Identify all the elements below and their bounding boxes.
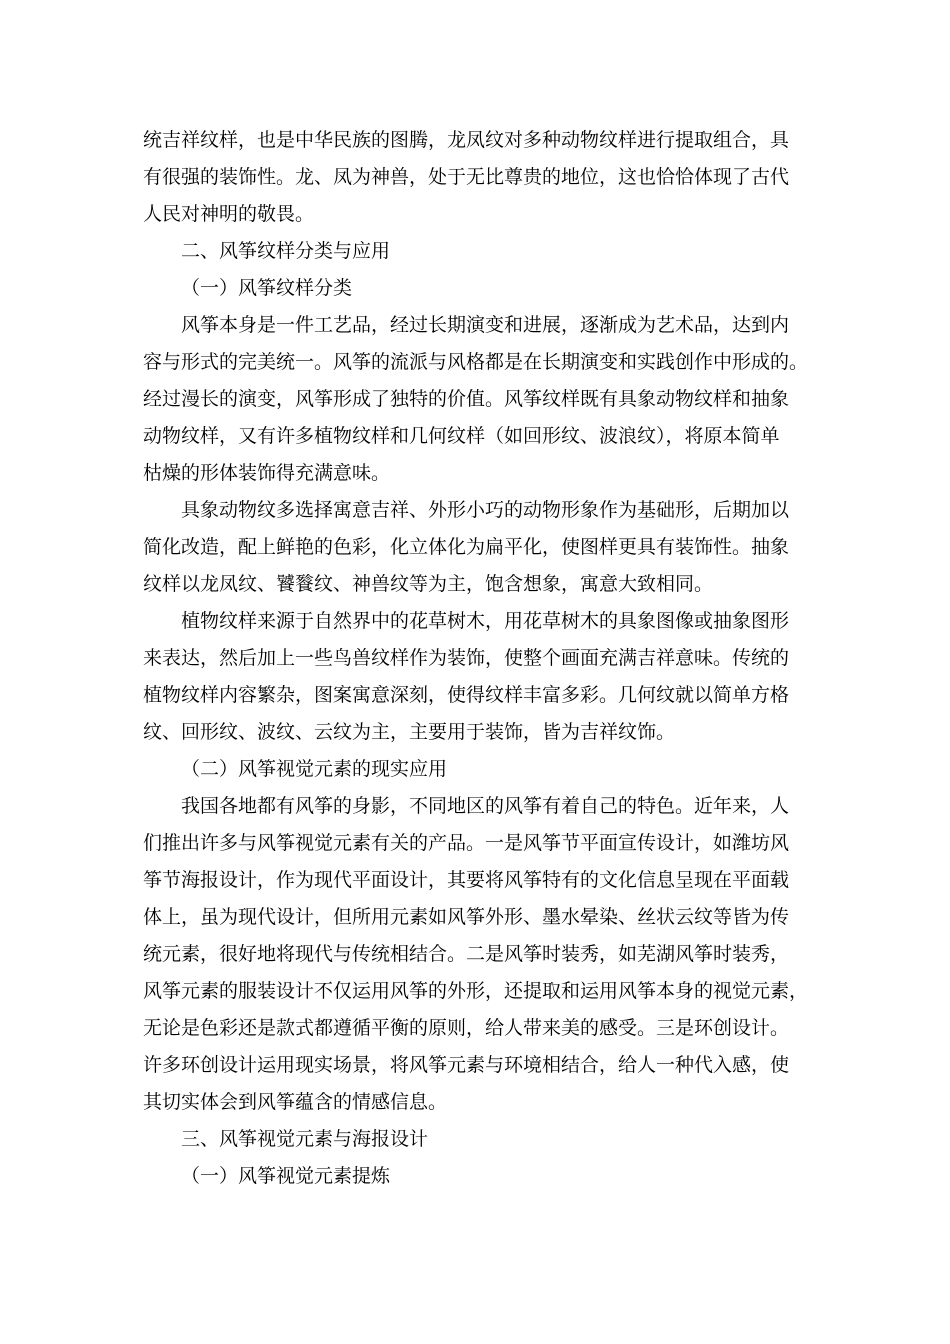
text-line: 统元素，很好地将现代与传统相结合。二是风筝时装秀，如芜湖风筝时装秀， (143, 943, 790, 965)
text-line: 们推出许多与风筝视觉元素有关的产品。一是风筝节平面宣传设计，如潍坊风 (143, 832, 790, 854)
text-line: 简化改造，配上鲜艳的色彩，化立体化为扁平化，使图样更具有装饰性。抽象 (143, 536, 790, 558)
subsection-heading: （二）风筝视觉元素的现实应用 (181, 758, 448, 780)
text-line: 纹、回形纹、波纹、云纹为主，主要用于装饰，皆为吉祥纹饰。 (143, 721, 676, 743)
text-line: 容与形式的完美统一。风筝的流派与风格都是在长期演变和实践创作中形成的。 (143, 351, 809, 373)
text-line: 统吉祥纹样，也是中华民族的图腾，龙凤纹对多种动物纹样进行提取组合，具 (143, 129, 790, 151)
text-line: 动物纹样，又有许多植物纹样和几何纹样（如回形纹、波浪纹），将原本简单 (143, 425, 780, 447)
paragraph-start: 具象动物纹多选择寓意吉祥、外形小巧的动物形象作为基础形，后期加以 (181, 499, 790, 521)
section-heading: 二、风筝纹样分类与应用 (181, 240, 391, 262)
text-line: 许多环创设计运用现实场景，将风筝元素与环境相结合，给人一种代入感，使 (143, 1054, 790, 1076)
text-line: 来表达，然后加上一些鸟兽纹样作为装饰，使整个画面充满吉祥意味。传统的 (143, 647, 790, 669)
text-line: 枯燥的形体装饰得充满意味。 (143, 462, 391, 484)
paragraph-start: 植物纹样来源于自然界中的花草树木，用花草树木的具象图像或抽象图形 (181, 610, 790, 632)
section-heading: 三、风筝视觉元素与海报设计 (181, 1128, 429, 1150)
text-line: 风筝元素的服装设计不仅运用风筝的外形，还提取和运用风筝本身的视觉元素， (143, 980, 809, 1002)
text-line: 植物纹样内容繁杂，图案寓意深刻，使得纹样丰富多彩。几何纹就以简单方格 (143, 684, 790, 706)
text-line: 人民对神明的敬畏。 (143, 203, 315, 225)
text-line: 无论是色彩还是款式都遵循平衡的原则，给人带来美的感受。三是环创设计。 (143, 1017, 790, 1039)
text-line: 纹样以龙凤纹、饕餮纹、神兽纹等为主，饱含想象，寓意大致相同。 (143, 573, 714, 595)
subsection-heading: （一）风筝视觉元素提炼 (181, 1165, 391, 1187)
subsection-heading: （一）风筝纹样分类 (181, 277, 353, 299)
paragraph-start: 我国各地都有风筝的身影，不同地区的风筝有着自己的特色。近年来，人 (181, 795, 790, 817)
text-line: 体上，虽为现代设计，但所用元素如风筝外形、墨水晕染、丝状云纹等皆为传 (143, 906, 790, 928)
text-line: 有很强的装饰性。龙、凤为神兽，处于无比尊贵的地位，这也恰恰体现了古代 (143, 166, 790, 188)
text-line: 筝节海报设计，作为现代平面设计，其要将风筝特有的文化信息呈现在平面载 (143, 869, 790, 891)
text-line: 其切实体会到风筝蕴含的情感信息。 (143, 1091, 448, 1113)
paragraph-start: 风筝本身是一件工艺品，经过长期演变和进展，逐渐成为艺术品，达到内 (181, 314, 790, 336)
text-line: 经过漫长的演变，风筝形成了独特的价值。风筝纹样既有具象动物纹样和抽象 (143, 388, 790, 410)
